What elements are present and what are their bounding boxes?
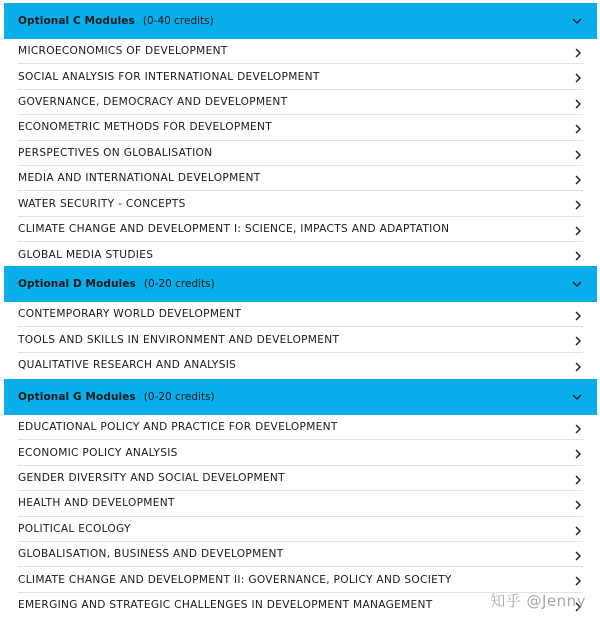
module-item[interactable] <box>18 242 583 267</box>
module-label: EDUCATIONAL POLICY AND PRACTICE FOR DEVELOPMENT <box>18 421 338 434</box>
module-list <box>4 39 597 266</box>
section-header-optional-g[interactable] <box>4 379 597 415</box>
section-title: Optional D Modules <box>18 278 136 290</box>
module-label: POLITICAL ECOLOGY <box>18 522 131 535</box>
chevron-right-icon <box>573 474 583 486</box>
module-label: PERSPECTIVES ON GLOBALISATION <box>18 146 213 159</box>
module-label: ECONOMETRIC METHODS FOR DEVELOPMENT <box>18 121 273 134</box>
module-label: ECONOMIC POLICY ANALYSIS <box>18 446 178 459</box>
module-list <box>4 302 597 379</box>
module-label: MICROECONOMICS OF DEVELOPMENT <box>18 45 228 58</box>
module-item[interactable] <box>18 327 583 352</box>
module-label: WATER SECURITY - CONCEPTS <box>18 197 186 210</box>
module-item[interactable] <box>18 64 583 89</box>
module-item[interactable] <box>18 466 583 491</box>
module-item[interactable] <box>18 217 583 242</box>
chevron-right-icon <box>573 310 583 322</box>
module-label: GLOBAL MEDIA STUDIES <box>18 248 154 261</box>
chevron-right-icon <box>573 149 583 161</box>
module-item[interactable] <box>18 491 583 516</box>
module-item[interactable] <box>18 115 583 140</box>
chevron-right-icon <box>573 199 583 211</box>
module-label: CONTEMPORARY WORLD DEVELOPMENT <box>18 308 242 321</box>
module-item[interactable] <box>18 542 583 567</box>
module-label: QUALITATIVE RESEARCH AND ANALYSIS <box>18 359 237 372</box>
chevron-right-icon <box>573 499 583 511</box>
section-optional-c <box>4 3 597 266</box>
module-item[interactable] <box>18 39 583 64</box>
module-item[interactable] <box>18 567 583 592</box>
module-item[interactable] <box>18 353 583 378</box>
chevron-down-icon[interactable] <box>571 15 583 27</box>
module-item[interactable] <box>18 141 583 166</box>
module-item[interactable] <box>18 302 583 327</box>
section-header-optional-c[interactable] <box>4 3 597 39</box>
chevron-right-icon <box>573 98 583 110</box>
module-item[interactable] <box>18 90 583 115</box>
module-label: SOCIAL ANALYSIS FOR INTERNATIONAL DEVELOPMENT <box>18 70 320 83</box>
module-label: MEDIA AND INTERNATIONAL DEVELOPMENT <box>18 172 261 185</box>
chevron-right-icon <box>573 550 583 562</box>
chevron-right-icon <box>573 47 583 59</box>
module-label: TOOLS AND SKILLS IN ENVIRONMENT AND DEVELOPMENT <box>18 333 340 346</box>
chevron-right-icon <box>573 123 583 135</box>
watermark: 知乎 @Jenny <box>490 592 586 610</box>
section-header-optional-d[interactable] <box>4 266 597 302</box>
module-label: HEALTH AND DEVELOPMENT <box>18 497 175 510</box>
module-item[interactable] <box>18 440 583 465</box>
module-item[interactable] <box>18 166 583 191</box>
chevron-right-icon <box>573 250 583 262</box>
chevron-right-icon <box>573 423 583 435</box>
chevron-down-icon[interactable] <box>571 278 583 290</box>
chevron-right-icon <box>573 72 583 84</box>
section-credits: (0-20 credits) <box>143 278 215 290</box>
chevron-right-icon <box>573 448 583 460</box>
section-title: Optional G Modules <box>18 391 136 403</box>
chevron-right-icon <box>573 361 583 373</box>
module-label: EMERGING AND STRATEGIC CHALLENGES IN DEVELOPMENT MANAGEMENT <box>18 599 433 612</box>
chevron-right-icon <box>573 575 583 587</box>
chevron-right-icon <box>573 225 583 237</box>
module-list <box>4 415 597 618</box>
section-title: Optional C Modules <box>18 15 135 27</box>
chevron-right-icon <box>573 525 583 537</box>
chevron-right-icon <box>573 174 583 186</box>
module-label: GLOBALISATION, BUSINESS AND DEVELOPMENT <box>18 548 284 561</box>
module-label: GOVERNANCE, DEMOCRACY AND DEVELOPMENT <box>18 95 288 108</box>
module-item[interactable] <box>18 415 583 440</box>
modules-accordion <box>4 3 597 618</box>
section-credits: (0-20 credits) <box>143 391 215 403</box>
chevron-down-icon[interactable] <box>571 391 583 403</box>
module-item[interactable] <box>18 517 583 542</box>
section-optional-d <box>4 266 597 379</box>
section-optional-g <box>4 379 597 618</box>
chevron-right-icon <box>573 335 583 347</box>
module-item[interactable] <box>18 191 583 216</box>
module-label: CLIMATE CHANGE AND DEVELOPMENT II: GOVERNANCE, POLICY AND SOCIETY <box>18 573 452 586</box>
section-credits: (0-40 credits) <box>142 15 214 27</box>
module-label: CLIMATE CHANGE AND DEVELOPMENT I: SCIENCE, IMPACTS AND ADAPTATION <box>18 222 450 235</box>
module-label: GENDER DIVERSITY AND SOCIAL DEVELOPMENT <box>18 471 285 484</box>
